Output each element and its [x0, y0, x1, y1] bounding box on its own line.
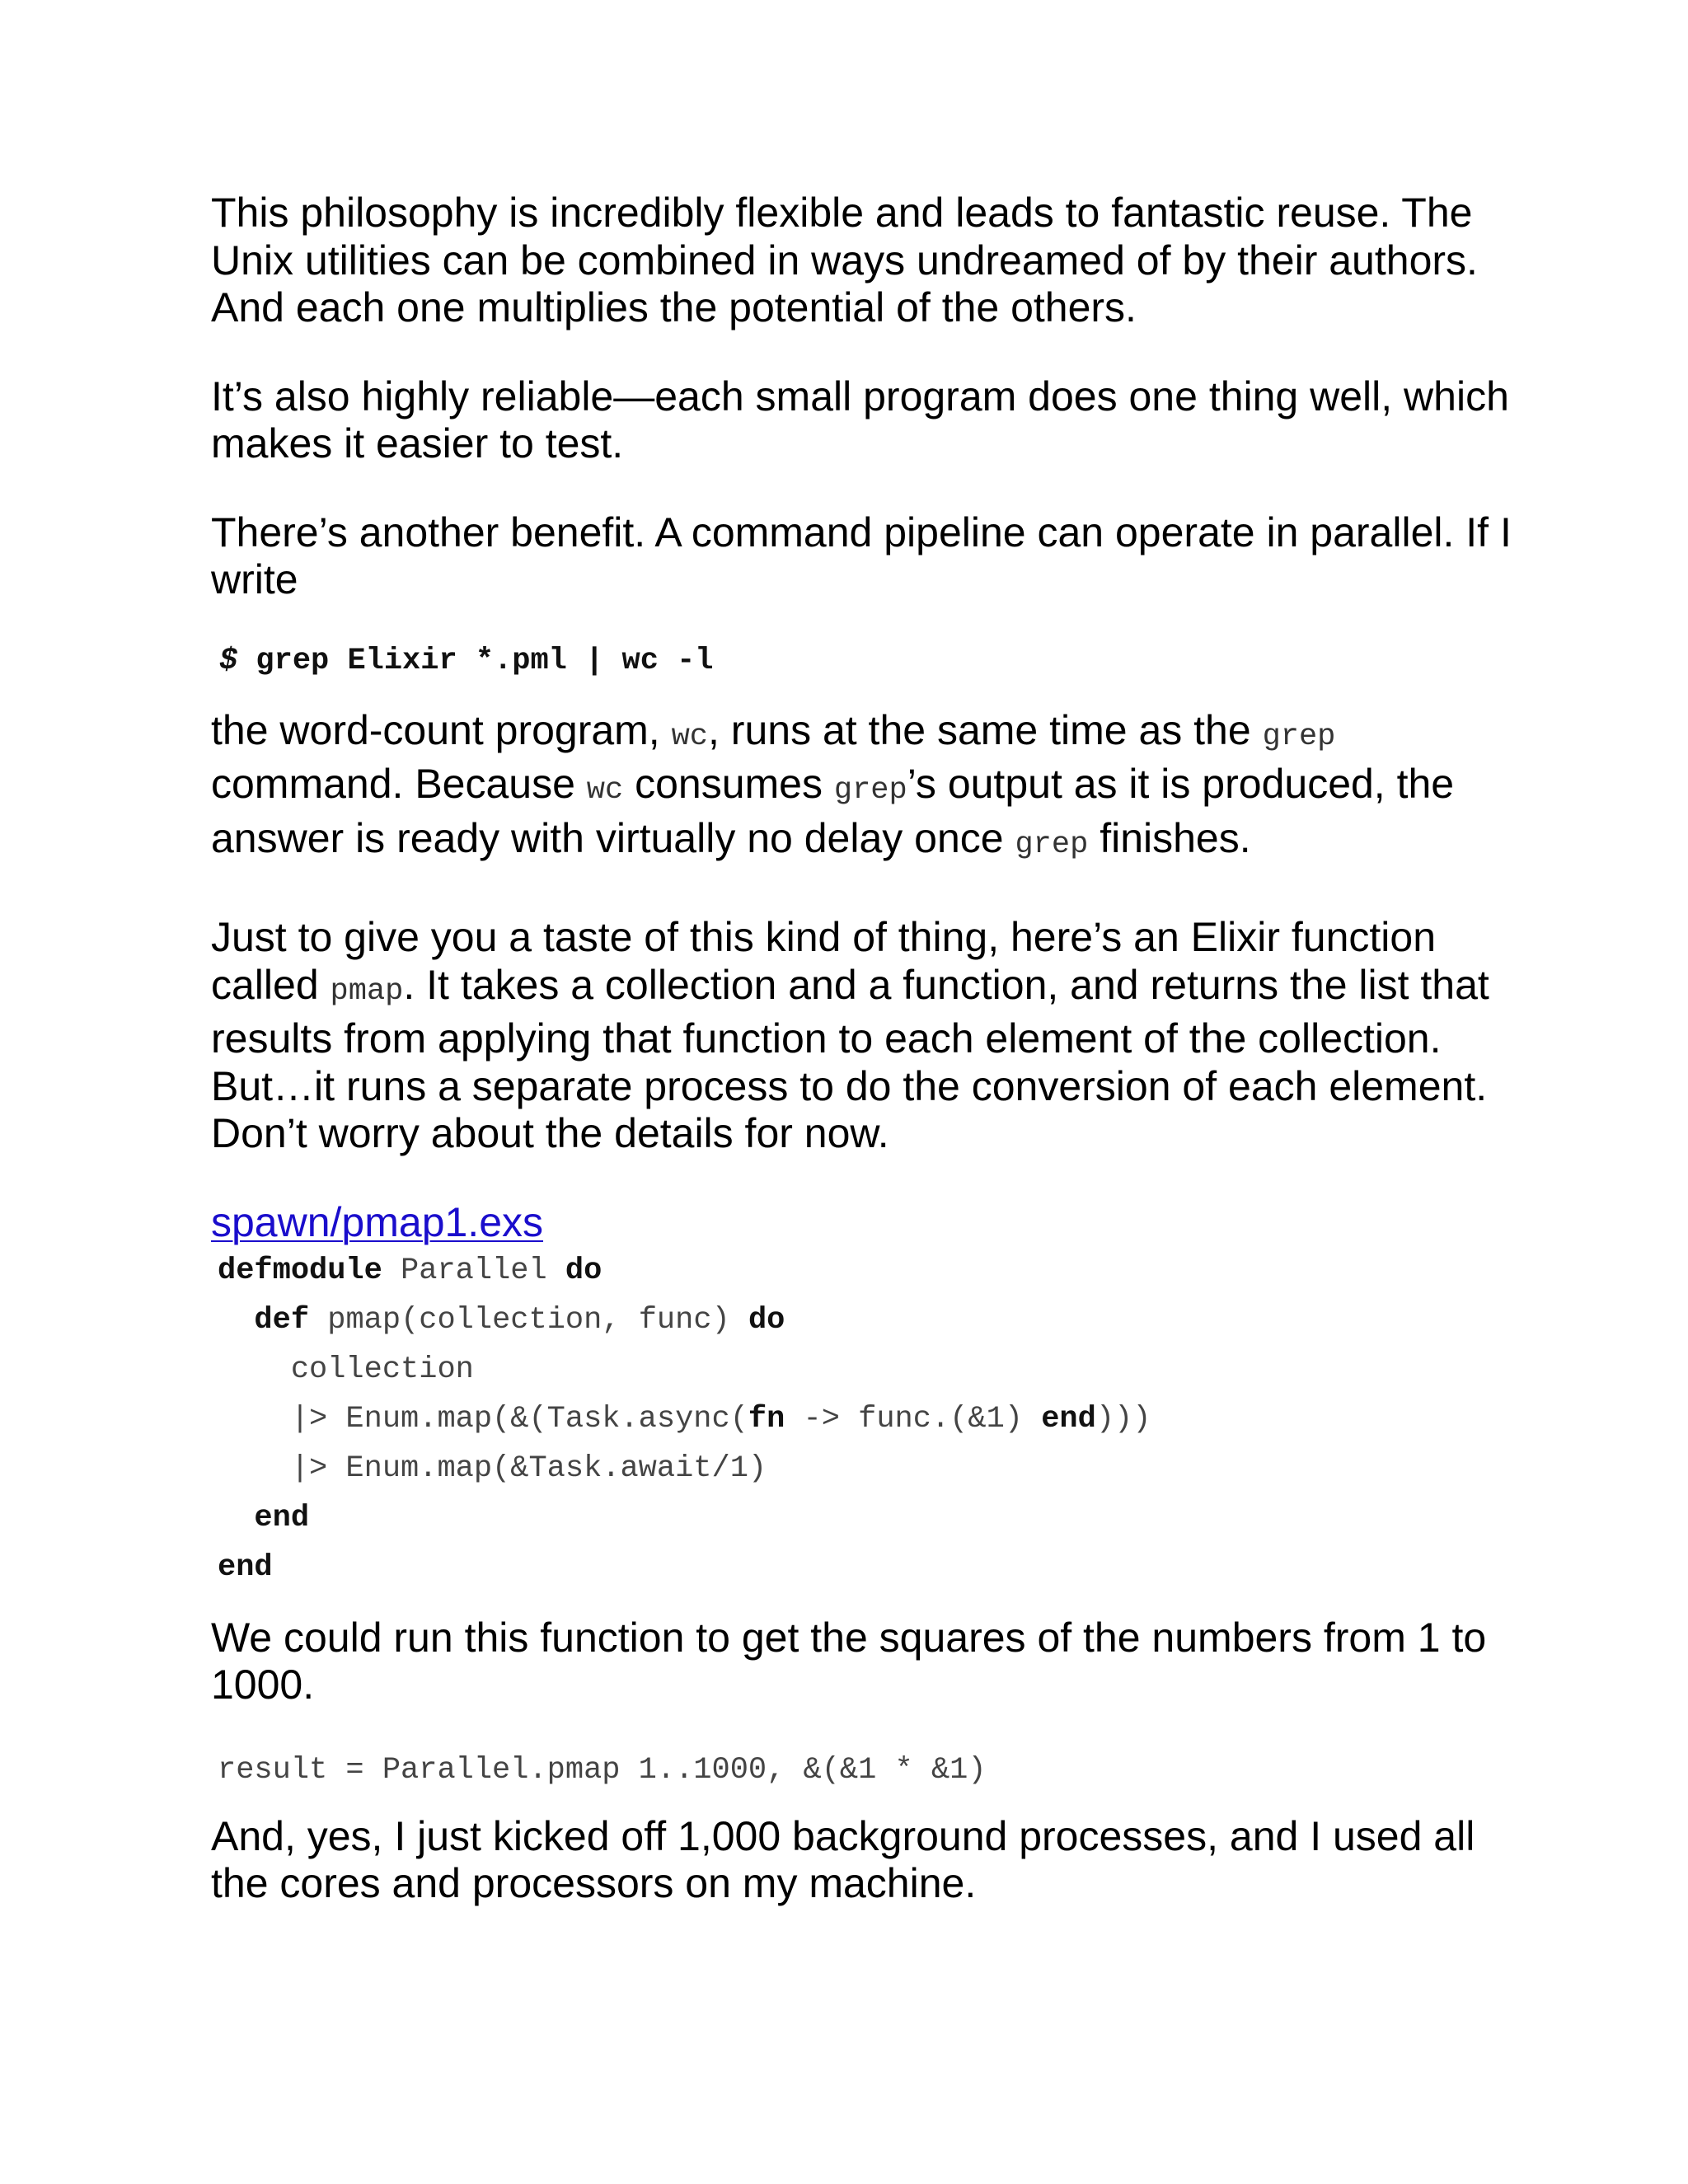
inline-code-pmap: pmap [330, 973, 404, 1009]
paragraph-unix-philosophy: This philosophy is incredibly flexible and leads to fantastic reuse. The Unix utilities can be combined in ways undreamed of by their authors. And each one multiplies the potential of the others. [211, 190, 1478, 330]
paragraph-background-processes: And, yes, I just kicked off 1,000 background processes, and I used all the cores and processors on my machine. [211, 1812, 1475, 1906]
code-text: Parallel [382, 1253, 565, 1288]
code-keyword: end [254, 1500, 310, 1535]
document-page [211, 190, 1513, 1908]
code-line [218, 1394, 1513, 1444]
code-keyword: defmodule [218, 1253, 382, 1288]
code-text: ))) [1095, 1401, 1151, 1436]
code-indent [218, 1303, 254, 1338]
text-run: Just to give you a taste of this kind of thing, here’s an Elixir function called [211, 914, 1437, 1008]
paragraph-parallel-benefit: There’s another benefit. A command pipeline can operate in parallel. If I write [211, 509, 1512, 602]
inline-code-grep: grep [1015, 827, 1089, 862]
code-indent [218, 1501, 254, 1535]
source-file-link[interactable]: spawn/pmap1.exs [211, 1198, 544, 1245]
inline-code-grep: grep [1262, 719, 1336, 754]
text-run: , runs at the same time as the [708, 706, 1263, 753]
code-text: |> Enum.map(&(Task.async( [218, 1401, 748, 1436]
code-line: collection [218, 1352, 474, 1387]
text-run: . It takes a collection and a function, and returns the list that results from applying that function to each element of the collection. But…it runs a separate process to do the conversion of each element. Don’t worry about the details for now. [211, 961, 1489, 1156]
code-keyword: fn [748, 1401, 785, 1436]
paragraph-reliability: It’s also highly reliable—each small program does one thing well, which makes it easier to test. [211, 373, 1509, 466]
code-keyword: do [748, 1302, 785, 1338]
code-keyword: end [218, 1549, 273, 1585]
shell-command-block [219, 643, 1513, 679]
text-run: consumes [623, 761, 834, 807]
code-line: |> Enum.map(&Task.await/1) [218, 1451, 767, 1486]
shell-command-text: grep Elixir *.pml | wc -l [237, 643, 714, 678]
text-run: the word-count program, [211, 706, 672, 753]
paragraph-pmap-intro [211, 914, 1513, 1158]
code-text: pmap(collection, func) [309, 1302, 748, 1338]
code-keyword: do [565, 1253, 603, 1288]
shell-prompt: $ [219, 643, 238, 678]
text-run: ’s output as it is produced, the answer is ready with virtually no delay once [211, 761, 1455, 861]
code-text: -> func.(&1) [785, 1401, 1042, 1436]
text-run: finishes. [1088, 814, 1251, 861]
code-line [218, 1296, 1513, 1345]
paragraph-word-count [211, 707, 1513, 869]
code-keyword: def [254, 1302, 310, 1338]
code-result-line: result = Parallel.pmap 1..1000, &(&1 * &1) [218, 1752, 987, 1788]
code-keyword: end [1041, 1401, 1096, 1436]
inline-code-wc: wc [586, 773, 624, 808]
inline-code-wc: wc [671, 719, 709, 754]
inline-code-grep: grep [833, 773, 907, 808]
code-line [218, 1543, 1513, 1592]
code-line [218, 1246, 1513, 1296]
text-run: command. Because [211, 761, 587, 807]
code-listing-pmap [218, 1246, 1513, 1592]
code-line [218, 1493, 1513, 1543]
paragraph-squares: We could run this function to get the squares of the numbers from 1 to 1000. [211, 1614, 1487, 1708]
